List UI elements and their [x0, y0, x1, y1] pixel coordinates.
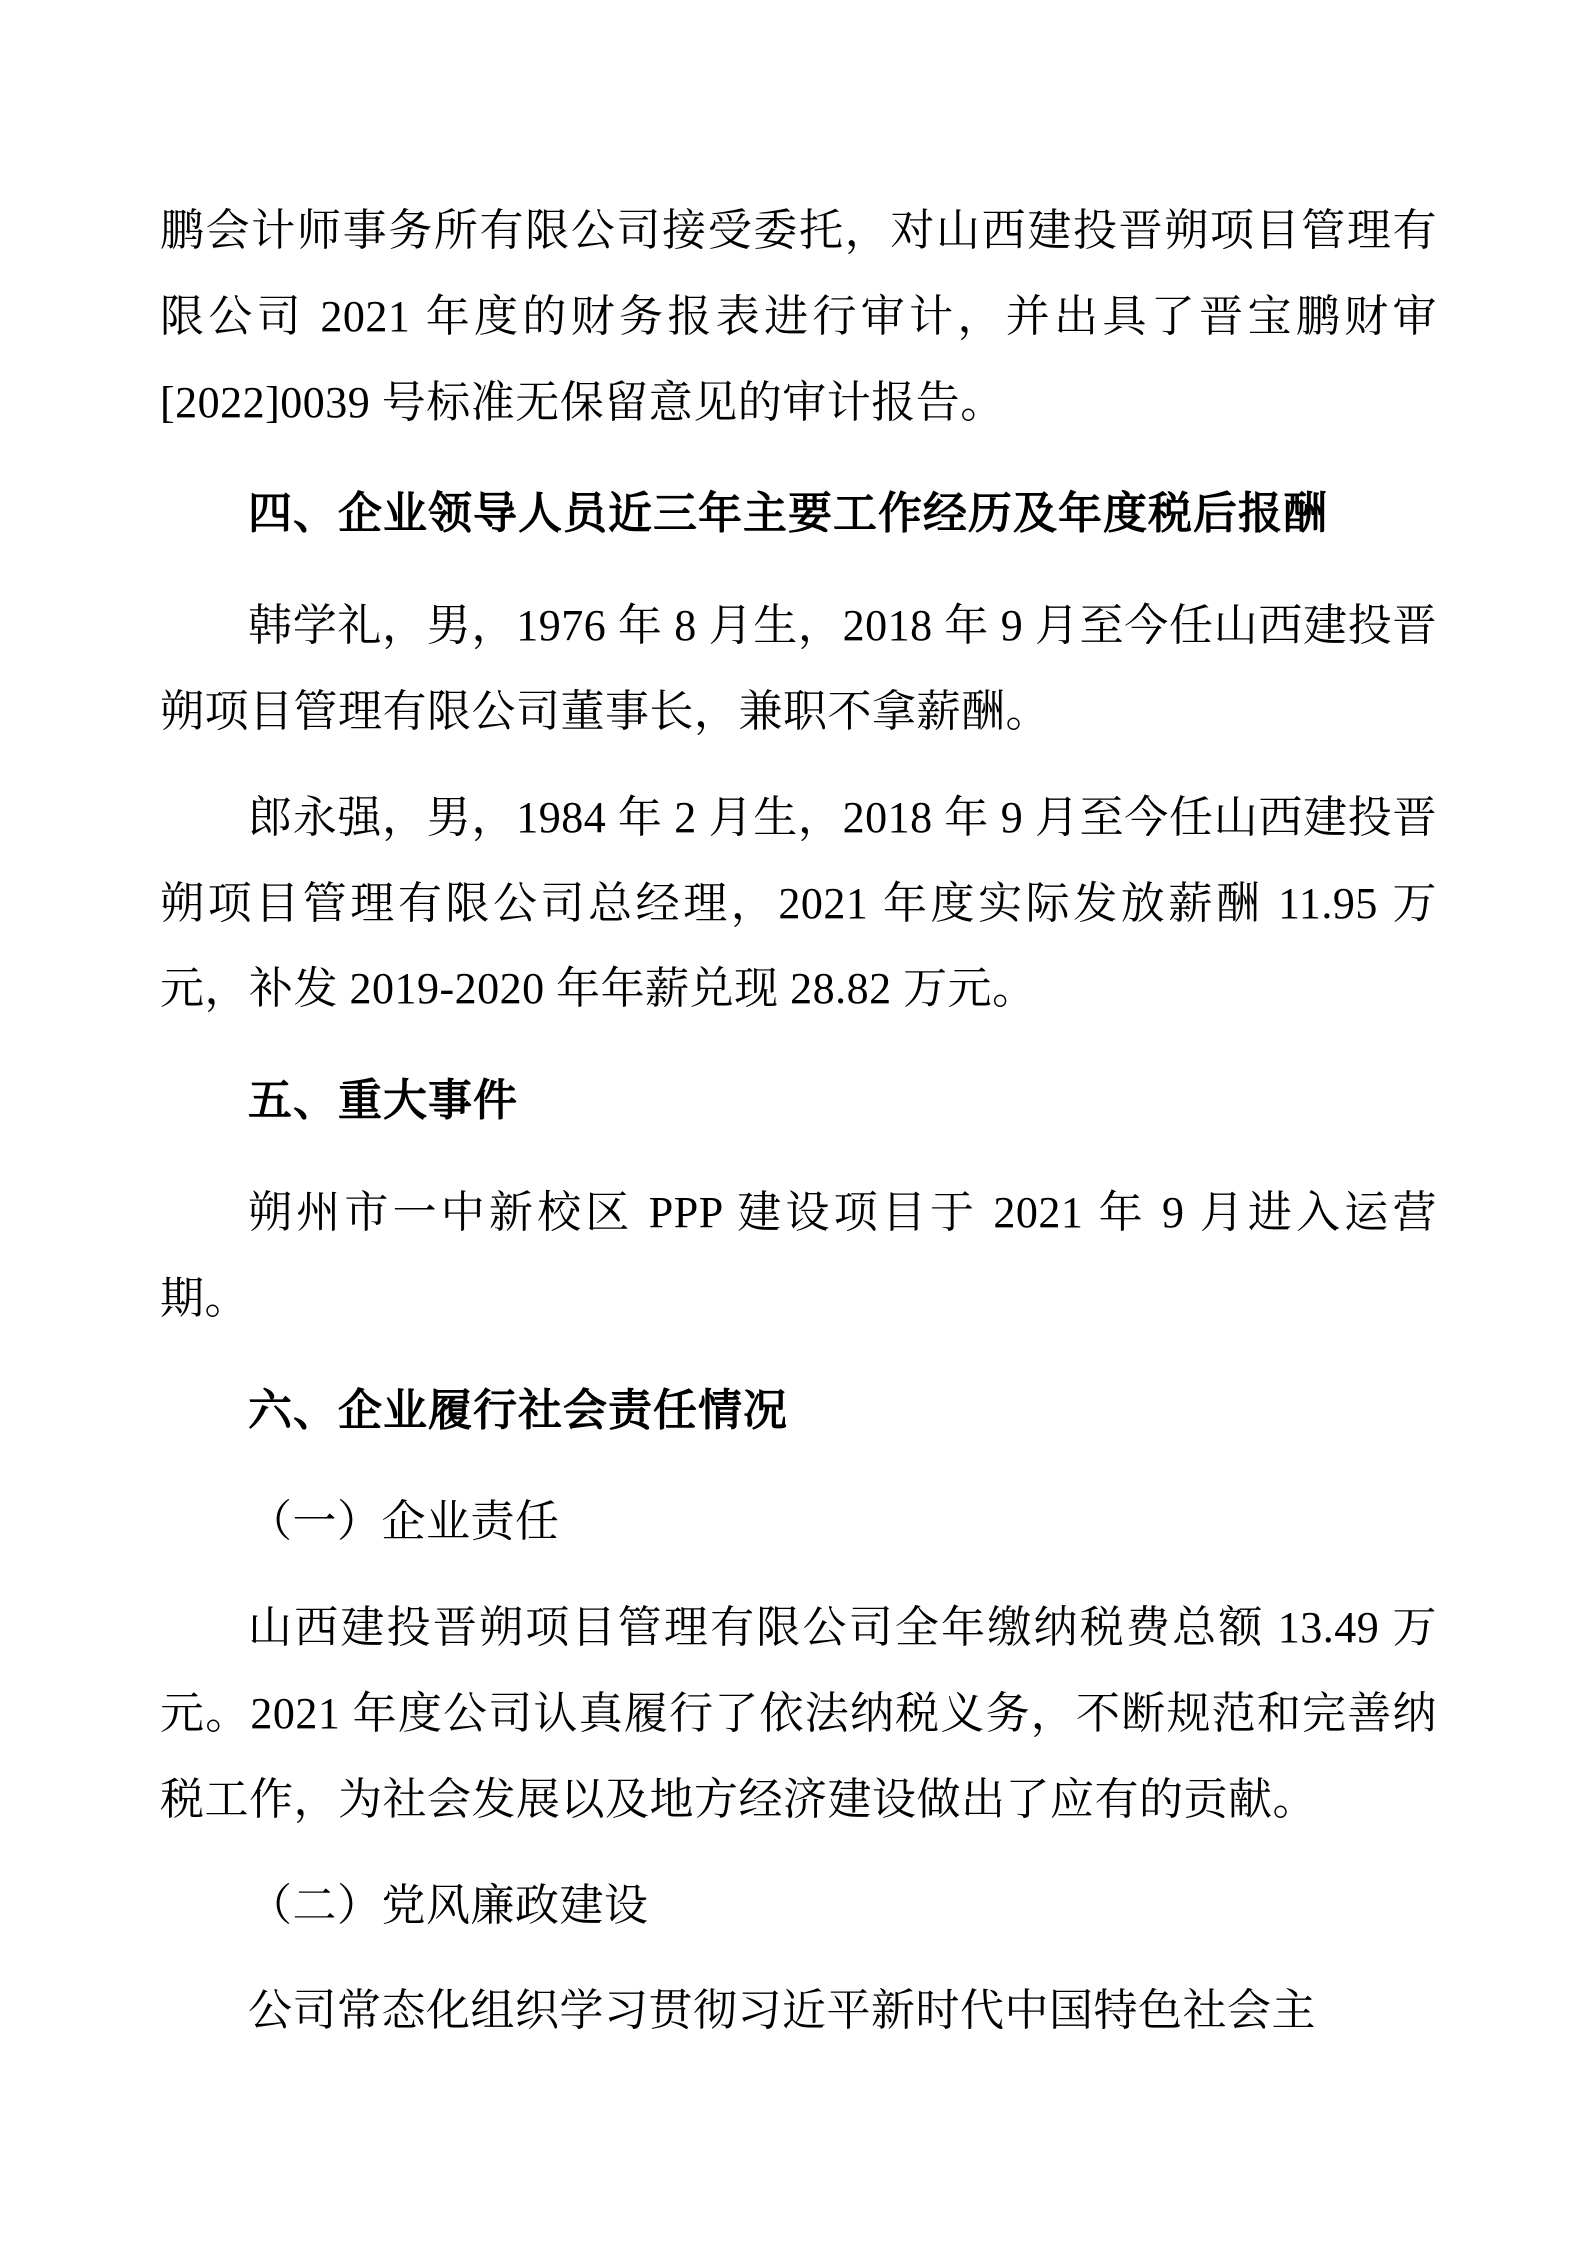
heading-section-6-social-responsibility: 六、企业履行社会责任情况 — [248, 1385, 788, 1435]
paragraph-audit-continuation: 鹏会计师事务所有限公司接受委托，对山西建投晋朔项目管理有限公司 2021 年度的财务报表进行审计，并出具了晋宝鹏财审[2022]0039 号标准无保留意见的审计报告。 — [160, 206, 1437, 427]
subheading-2-party-conduct: （二）党风廉政建设 — [248, 1880, 649, 1930]
paragraph-party-study-truncated: 公司常态化组织学习贯彻习近平新时代中国特色社会主 — [248, 1986, 1316, 2036]
subheading-1-corporate-responsibility: （一）企业责任 — [248, 1497, 560, 1547]
heading-section-5-major-events: 五、重大事件 — [248, 1076, 518, 1126]
paragraph-ppp-project: 朔州市一中新校区 PPP 建设项目于 2021 年 9 月进入运营期。 — [160, 1187, 1437, 1323]
paragraph-tax-contribution: 山西建投晋朔项目管理有限公司全年缴纳税费总额 13.49 万元。2021 年度公司认真履行了依法纳税义务，不断规范和完善纳税工作，为社会发展以及地方经济建设做出了应有的贡献。 — [160, 1603, 1437, 1824]
paragraph-leader-hanxueli: 韩学礼，男，1976 年 8 月生，2018 年 9 月至今任山西建投晋朔项目管理有限公司董事长，兼职不拿薪酬。 — [160, 601, 1437, 736]
paragraph-leader-langyongqiang: 郎永强，男，1984 年 2 月生，2018 年 9 月至今任山西建投晋朔项目管理有限公司总经理，2021 年度实际发放薪酬 11.95 万元，补发 2019-2020 年年薪兑现 28.82 万元。 — [160, 792, 1437, 1014]
heading-section-4-leadership: 四、企业领导人员近三年主要工作经历及年度税后报酬 — [248, 489, 1328, 539]
